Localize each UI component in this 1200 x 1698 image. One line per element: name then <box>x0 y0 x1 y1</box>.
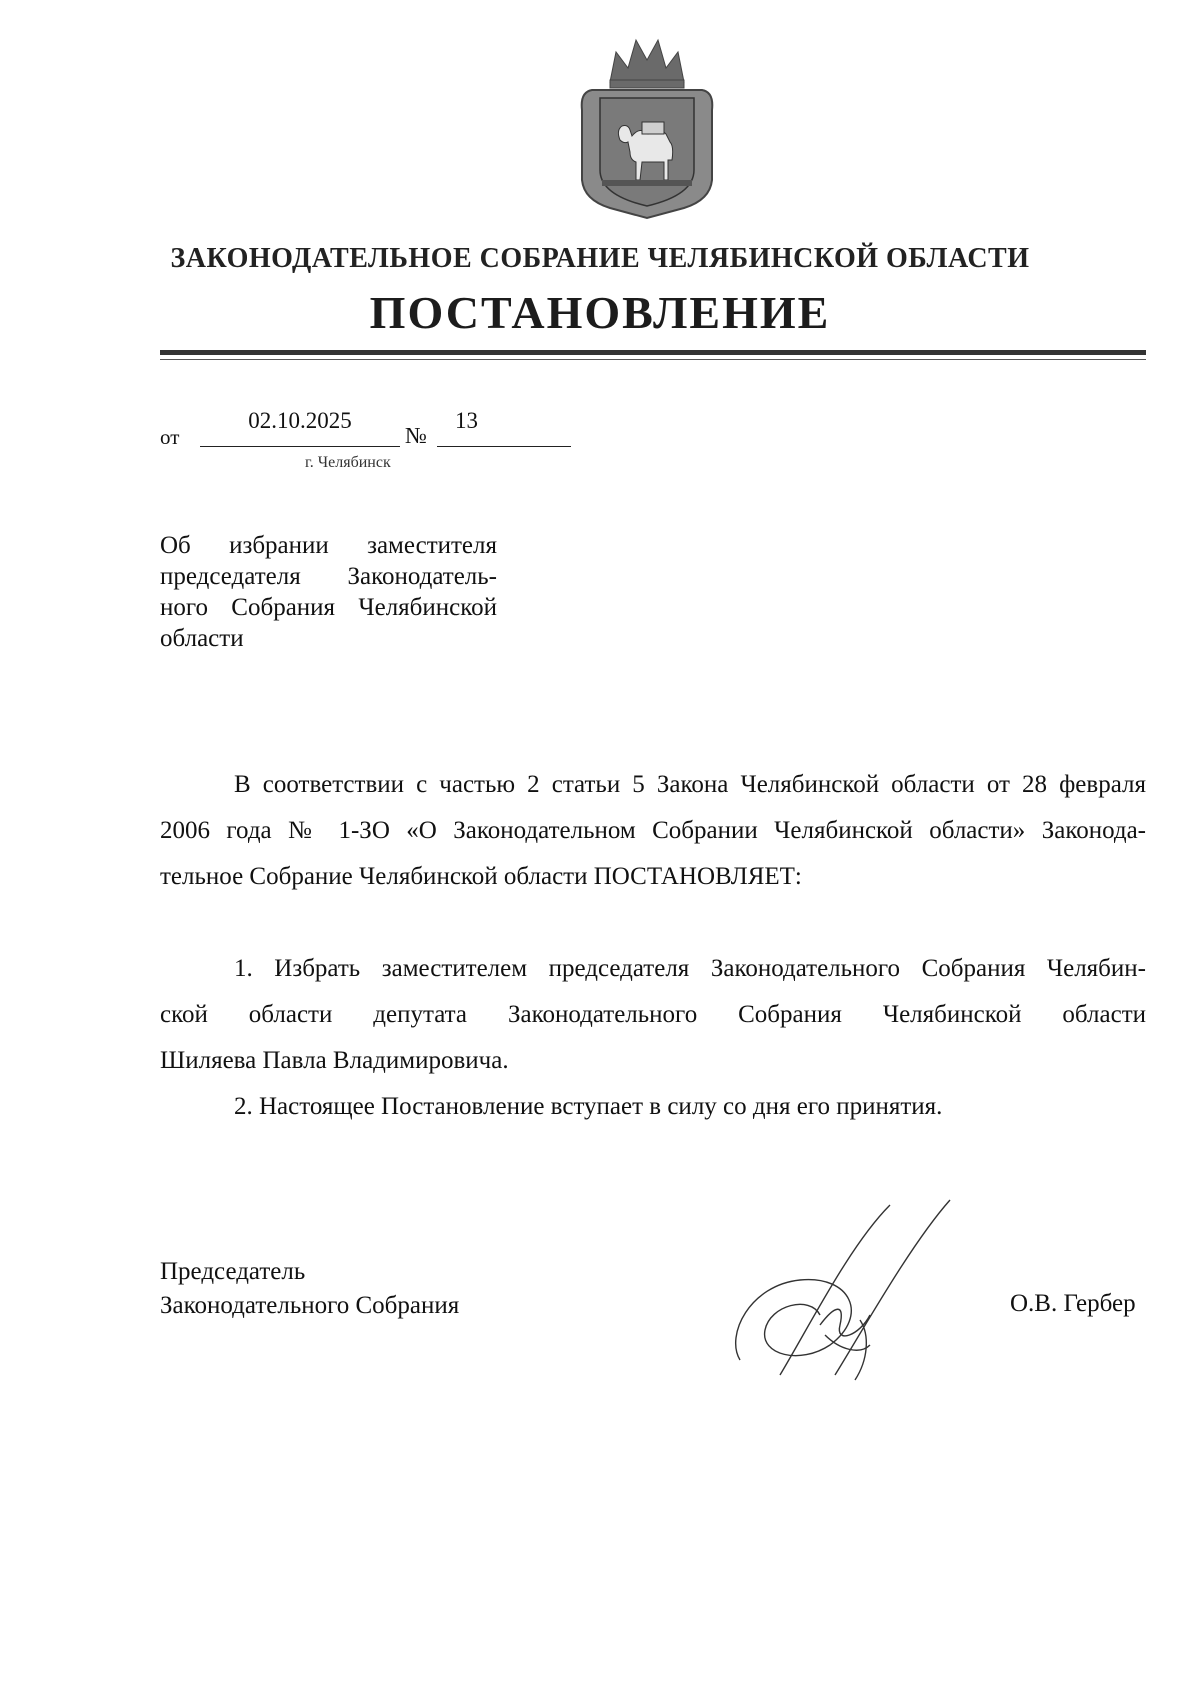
signatory-title <box>160 1255 459 1323</box>
city-label: г. Челябинск <box>305 454 391 471</box>
header-rule-thin <box>160 359 1146 360</box>
handwritten-signature-icon <box>720 1185 960 1385</box>
subject-line: Об избрании заместителя <box>160 532 497 559</box>
resolution-item-1 <box>160 946 1146 1084</box>
header-rule-thick <box>160 350 1146 355</box>
subject-line: председателя Законодатель- <box>160 563 497 590</box>
paragraph-line: 2006 года № 1-ЗО «О Законодательном Собрании Челябинской области» Законода- <box>160 817 1146 844</box>
document-number: 13 <box>455 408 478 433</box>
signatory-title-line: Председатель <box>160 1258 306 1285</box>
number-sign: № <box>405 423 427 448</box>
preamble-paragraph <box>160 762 1146 900</box>
resolution-item-2 <box>160 1084 1146 1130</box>
date-prefix: от <box>160 425 180 449</box>
number-underline <box>437 446 571 447</box>
document-subject <box>160 530 497 654</box>
paragraph-line: 1. Избрать заместителем председателя Законодательного Собрания Челябин- <box>234 955 1146 982</box>
signatory-title-line: Законодательного Собрания <box>160 1292 460 1319</box>
organization-name: ЗАКОНОДАТЕЛЬНОЕ СОБРАНИЕ ЧЕЛЯБИНСКОЙ ОБЛАСТИ <box>170 243 1030 274</box>
signatory-name: О.В. Гербер <box>1010 1290 1136 1317</box>
paragraph-line: В соответствии с частью 2 статьи 5 Закона Челябинской области от 28 февраля <box>234 771 1146 798</box>
date-underline <box>200 446 400 447</box>
coat-of-arms-icon <box>570 30 724 220</box>
subject-line: области <box>160 625 244 652</box>
document-type-title: ПОСТАНОВЛЕНИЕ <box>369 287 831 338</box>
document-date: 02.10.2025 <box>248 408 352 433</box>
paragraph-line: Шиляева Павла Владимировича. <box>160 1047 509 1074</box>
paragraph-line: ской области депутата Законодательного Собрания Челябинской области <box>160 1001 1146 1028</box>
paragraph-line: 2. Настоящее Постановление вступает в силу со дня его принятия. <box>234 1093 943 1120</box>
paragraph-line: тельное Собрание Челябинской области ПОСТАНОВЛЯЕТ: <box>160 863 802 890</box>
subject-line: ного Собрания Челябинской <box>160 594 497 621</box>
